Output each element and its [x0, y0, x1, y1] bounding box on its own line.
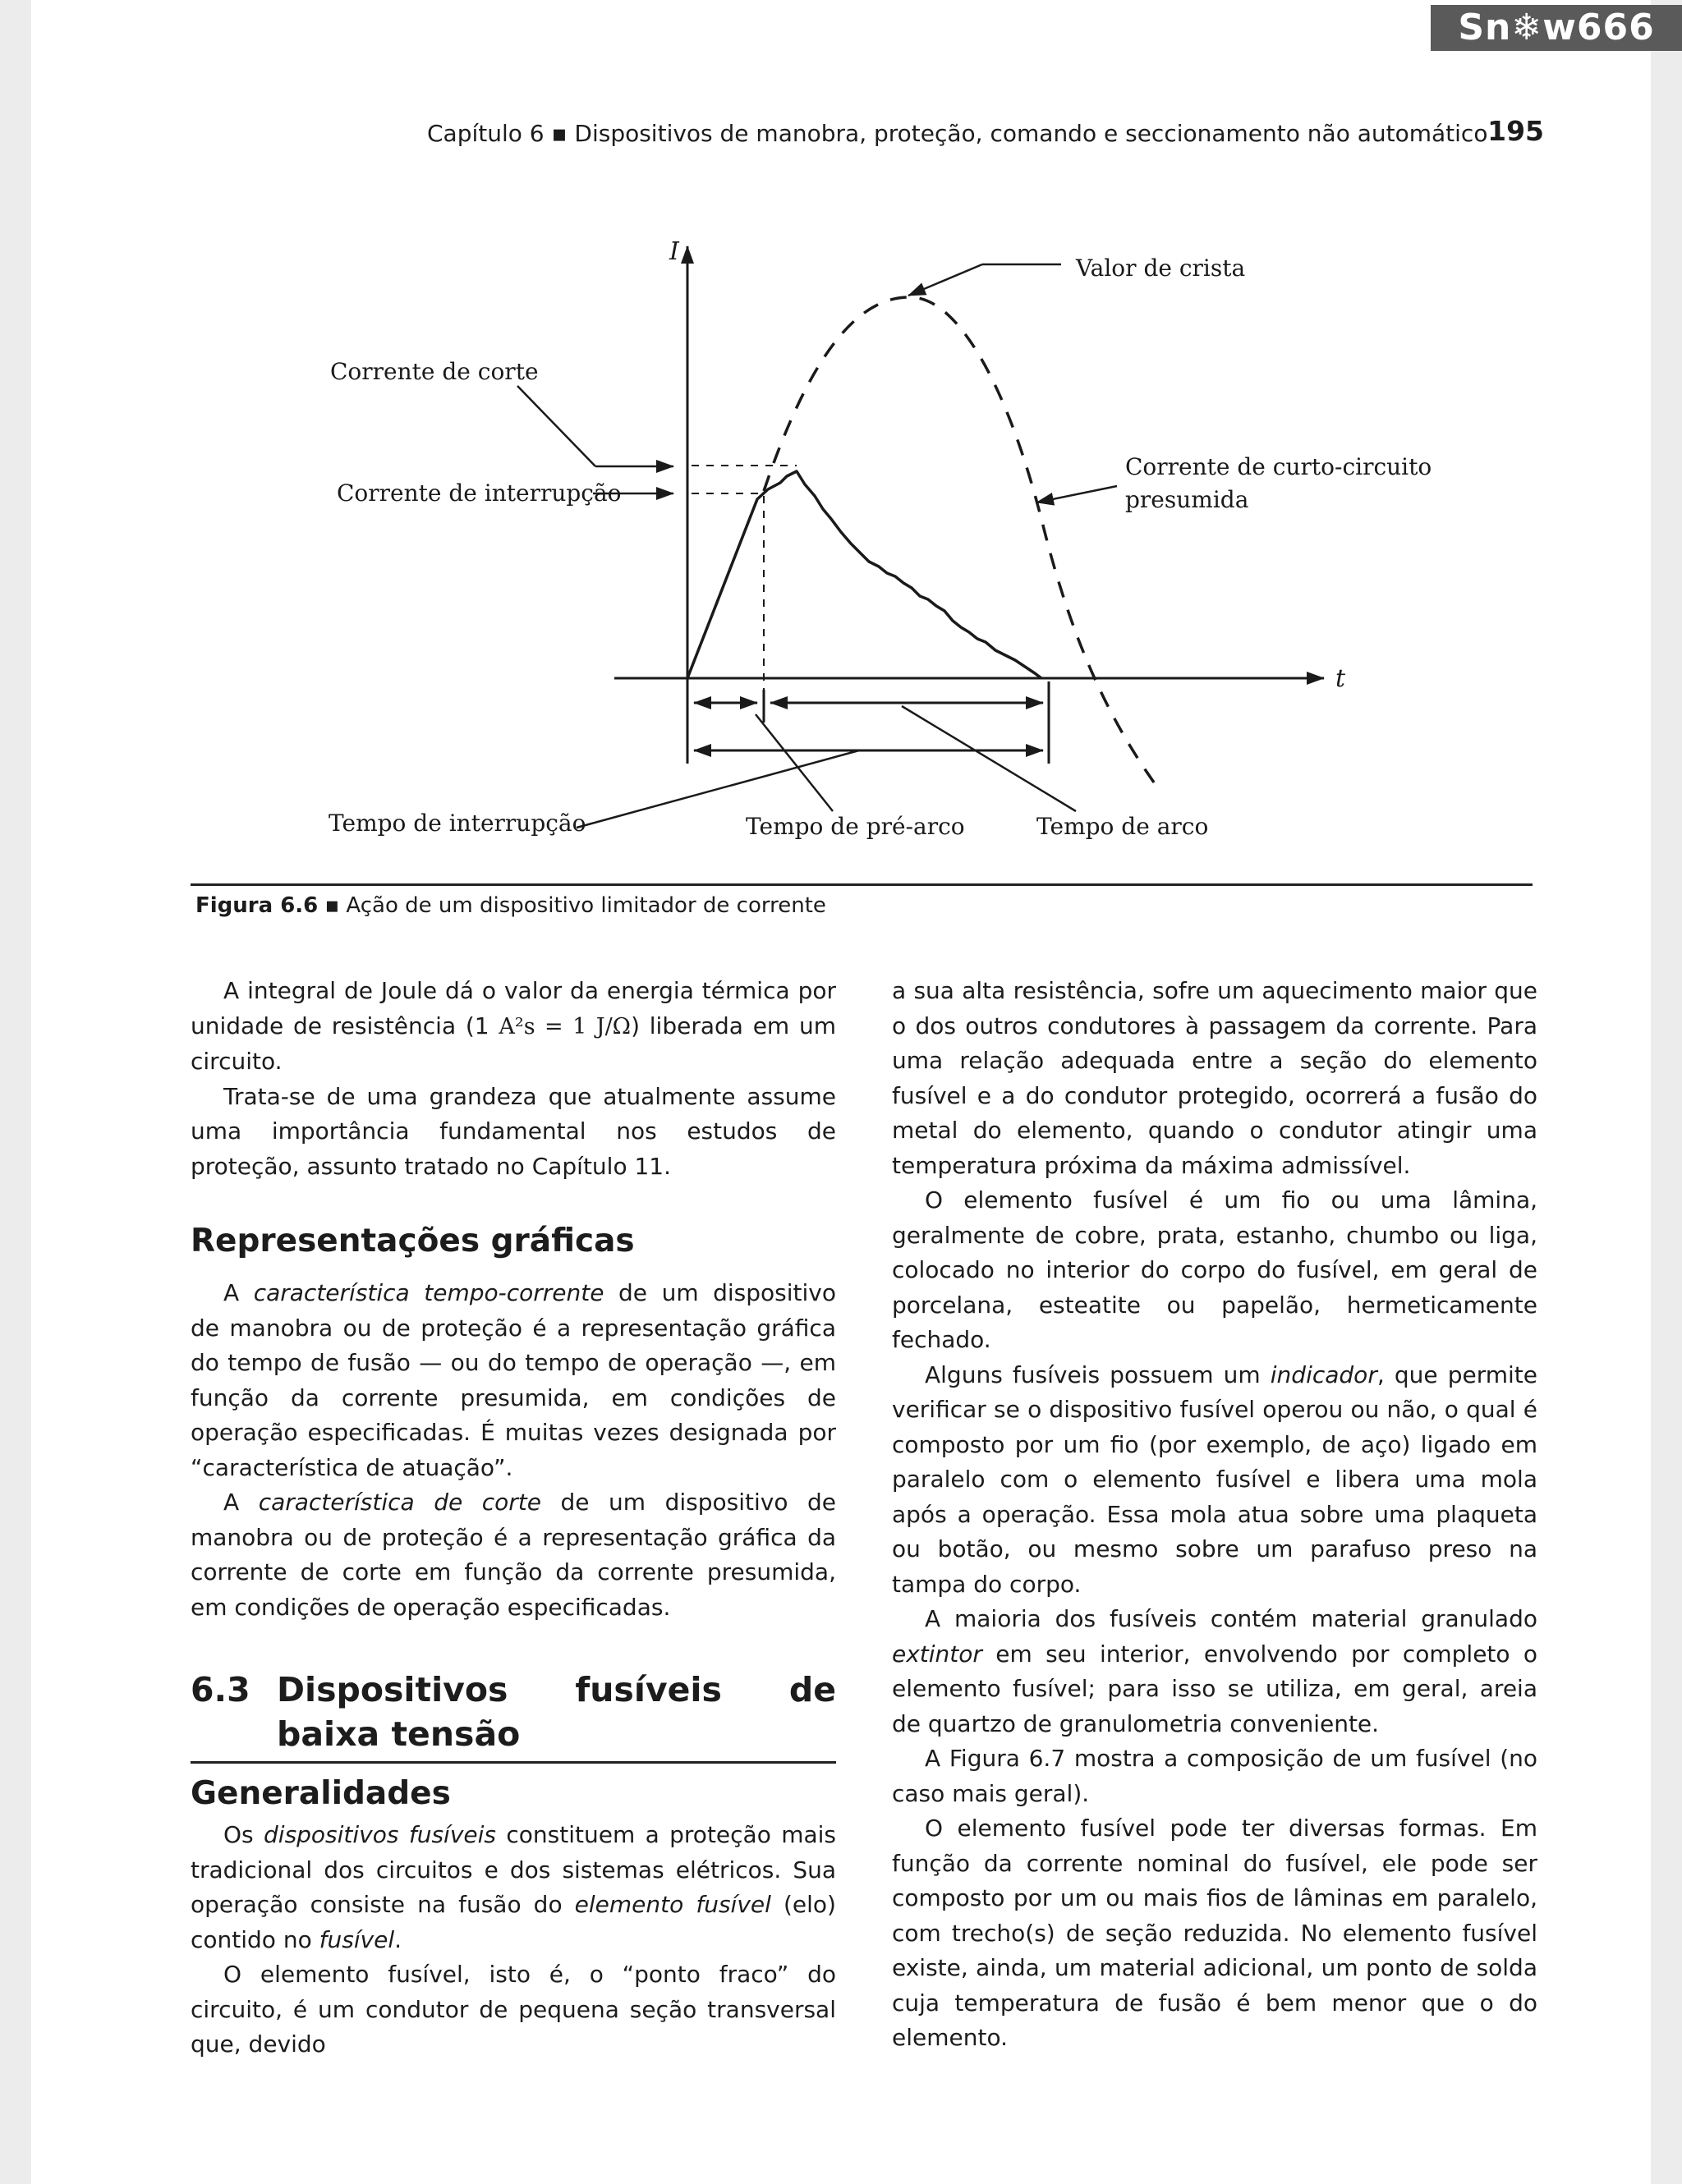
paragraph: O elemento fusível é um fio ou uma lâmina, geralmente de cobre, prata, estanho, chumbo ou liga, colocado no interior do corpo do fusível, em geral de porcelana, esteatite ou papelão, hermeticamente fechado. — [892, 1186, 1537, 1353]
right-column — [892, 974, 1537, 2056]
caption-text: ▪ Ação de um dispositivo limitador de corrente — [318, 893, 826, 918]
chapter-section-heading — [191, 1668, 836, 1764]
paragraph: A característica tempo-corrente de um dispositivo de manobra ou de proteção é a representação gráfica do tempo de fusão — ou do tempo de operação —, em função da corrente presumida, em condições de operação especificadas. É muitas vezes designada por “característica de atuação”. — [191, 1279, 836, 1481]
section-heading-representacoes: Representações gráficas — [191, 1223, 635, 1259]
formula: A²s = 1 J/Ω — [499, 1013, 632, 1039]
axis-t-label: t — [1335, 664, 1346, 693]
paragraph: Trata-se de uma grandeza que atualmente assume uma importância fundamental nos estudos de proteção, assunto tratado no Capítulo 11. — [191, 1082, 836, 1180]
limited-current-curve — [687, 471, 1041, 678]
figure-caption — [195, 893, 826, 918]
watermark-logo: Sn❄w666 — [1431, 5, 1682, 51]
paragraph: A maioria dos fusíveis contém material granulado extintor em seu interior, envolvendo por completo o elemento fusível; para isso se utiliza, em geral, areia de quartzo de granulometria conveniente. — [892, 1605, 1537, 1737]
label-valor-de-crista: Valor de crista — [1076, 255, 1246, 282]
section-title: Dispositivos fusíveis de baixa tensão — [277, 1670, 836, 1754]
paragraph: A integral de Joule dá o valor da energia térmica por unidade de resistência (1 A²s = 1 J/Ω) liberada em um circuito. — [191, 977, 836, 1075]
paragraph: O elemento fusível pode ter diversas formas. Em função da corrente nominal do fusível, ele pode ser composto por um ou mais fios de lâminas em paralelo, com trecho(s) de seção reduzida. No elemento fusível existe, ainda, um material adicional, um ponto de solda cuja temperatura de fusão é bem menor que o do elemento. — [892, 1815, 1537, 2051]
label-curto-circuito-1: Corrente de curto-circuito — [1125, 453, 1432, 480]
figure-rule — [191, 883, 1533, 886]
axis-i-label: I — [669, 237, 679, 266]
paragraph: a sua alta resistência, sofre um aquecimento maior que o dos outros condutores à passagem da corrente. Para uma relação adequada entre a seção do elemento fusível e a do condutor protegido, ocorrerá a fusão do metal do elemento, quando o condutor atingir uma temperatura próxima da máxima admissível. — [892, 977, 1537, 1179]
label-curto-circuito-2: presumida — [1125, 486, 1249, 513]
label-tempo-de-interrupcao: Tempo de interrupção — [329, 810, 586, 837]
running-header: Capítulo 6 ▪ Dispositivos de manobra, proteção, comando e seccionamento não automático — [427, 120, 1488, 147]
left-column — [191, 974, 836, 2062]
label-corrente-de-corte: Corrente de corte — [330, 358, 539, 385]
caption-label: Figura 6.6 — [195, 893, 319, 918]
subsection-heading-generalidades: Generalidades — [191, 1775, 451, 1812]
figure-current-limiting-diagram — [0, 0, 1682, 911]
paragraph: A Figura 6.7 mostra a composição de um fusível (no caso mais geral). — [892, 1745, 1537, 1807]
label-tempo-de-pre-arco: Tempo de pré-arco — [746, 813, 965, 840]
label-corrente-de-interrupcao: Corrente de interrupção — [337, 479, 622, 507]
presumed-current-curve — [764, 297, 1158, 788]
label-tempo-de-arco: Tempo de arco — [1036, 813, 1209, 840]
section-number: 6.3 — [191, 1670, 250, 1709]
paragraph: Os dispositivos fusíveis constituem a proteção mais tradicional dos circuitos e dos sistemas elétricos. Sua operação consiste na fusão do elemento fusível (elo) contido no fusível. — [191, 1821, 837, 1953]
page-number: 195 — [1487, 115, 1544, 147]
paragraph: O elemento fusível, isto é, o “ponto fraco” do circuito, é um condutor de pequena seção transversal que, devido — [191, 1961, 836, 2058]
paragraph: A característica de corte de um dispositivo de manobra ou de proteção é a representação gráfica da corrente de corte em função da corrente presumida, em condições de operação especificadas. — [191, 1489, 836, 1621]
paragraph: Alguns fusíveis possuem um indicador, que permite verificar se o dispositivo fusível operou ou não, o qual é composto por um fio (por exemplo, de aço) ligado em paralelo com o elemento fusível e libera uma mola após a operação. Essa mola atua sobre uma plaqueta ou botão, ou mesmo sobre um parafuso preso na tampa do corpo. — [892, 1360, 1538, 1598]
